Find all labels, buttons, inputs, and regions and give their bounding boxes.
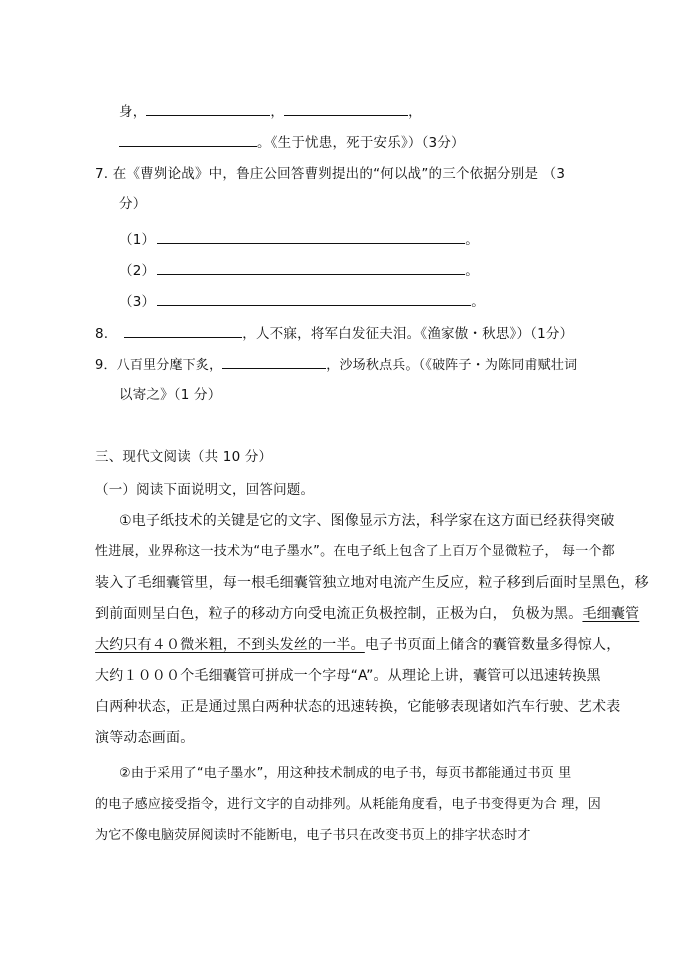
q8-line bbox=[95, 323, 573, 343]
q8-num: 8. bbox=[95, 326, 109, 342]
passage-underlined-2: 大约只有４０微米粗，不到头发丝的一半。 bbox=[95, 637, 365, 653]
passage-p1-line-3: 装入了毛细囊管里，每一根毛细囊管独立地对电流产生反应，粒子移到后面时呈黑色，移 bbox=[95, 575, 649, 591]
q7-line-2: 分） bbox=[119, 196, 147, 212]
passage-p1-line-4 bbox=[95, 605, 639, 623]
q9-text-start: 9．八百里分麾下炙， bbox=[95, 358, 223, 373]
q8-text: ，人不寐，将军白发征夫泪。《渔家傲・秋思》）（1分） bbox=[242, 326, 574, 342]
q6-text-close: 。《生于忧患，死于安乐》）（3分） bbox=[257, 135, 465, 151]
q7-item-2-blank[interactable] bbox=[157, 260, 465, 275]
q8-blank[interactable] bbox=[124, 323, 242, 338]
q9-text-end: ，沙场秋点兵。（《破阵子・为陈同甫赋壮词 bbox=[326, 358, 578, 373]
q9-blank[interactable] bbox=[222, 354, 326, 369]
passage-p1-line-2: 性进展，业界称这一技术为“电子墨水”。在电子纸上包含了上百万个显微粒子， 每一个都 bbox=[95, 544, 615, 559]
q9-line-2: 以寄之》（1 分） bbox=[119, 387, 222, 403]
q7-item-1-end: 。 bbox=[465, 232, 479, 248]
q6-text-end: ， bbox=[408, 104, 422, 120]
q6-line-2 bbox=[119, 132, 465, 152]
passage-p1-line-4-text: 到前面则呈白色，粒子的移动方向受电流正负极控制，正极为白， 负极为黑。 bbox=[95, 606, 583, 622]
section-heading: 三、现代文阅读（共 10 分） bbox=[95, 449, 273, 465]
q7-item-2 bbox=[119, 260, 479, 280]
q6-text-mid: ， bbox=[270, 104, 285, 120]
passage-p2-line-2: 的电子感应接受指令，进行文字的自动排列。从耗能角度看，电子书变得更为合 理，因 bbox=[95, 797, 601, 812]
passage-p1-line-8: 演等动态画面。 bbox=[95, 730, 195, 746]
section-subheading: （一）阅读下面说明文，回答问题。 bbox=[95, 482, 315, 498]
passage-p1-line-1: ①电子纸技术的关键是它的文字、图像显示方法，科学家在这方面已经获得突破 bbox=[119, 513, 615, 529]
passage-p2-line-1: ②由于采用了“电子墨水”，用这种技术制成的电子书，每页书都能通过书页 里 bbox=[119, 766, 572, 781]
q6-text-start: 身， bbox=[119, 104, 147, 120]
passage-p1-line-6: 大约１０００个毛细囊管可拼成一个字母“A”。从理论上讲，囊管可以迅速转换黑 bbox=[95, 668, 601, 684]
q6-line-1 bbox=[119, 101, 422, 121]
q7-item-3-num: （3） bbox=[119, 294, 156, 310]
q7-item-1-num: （1） bbox=[119, 232, 156, 248]
q6-blank-3[interactable] bbox=[119, 132, 257, 147]
passage-p2-line-3: 为它不像电脑荧屏阅读时不能断电，电子书只在改变书页上的排字状态时才 bbox=[95, 828, 531, 843]
q7-item-1-blank[interactable] bbox=[157, 229, 465, 244]
q7-item-2-end: 。 bbox=[465, 263, 479, 279]
passage-underlined-1: 毛细囊管 bbox=[582, 606, 640, 622]
q6-blank-2[interactable] bbox=[284, 101, 408, 116]
passage-p1-line-5-text: 电子书页面上储含的囊管数量多得惊人， bbox=[364, 637, 621, 653]
q7-item-1 bbox=[119, 229, 479, 249]
passage-p1-line-7: 白两种状态，正是通过黑白两种状态的迅速转换，它能够表现诸如汽车行驶、艺术表 bbox=[95, 699, 621, 715]
q9-line-1 bbox=[95, 354, 577, 375]
q7-item-3-blank[interactable] bbox=[157, 291, 471, 306]
q6-blank-1[interactable] bbox=[146, 101, 270, 116]
q7-item-2-num: （2） bbox=[119, 263, 156, 279]
passage-p1-line-5 bbox=[95, 636, 620, 654]
q7-item-3 bbox=[119, 291, 485, 311]
q7-line-1: 7. 在《曹刿论战》中，鲁庄公回答曹刿提出的“何以战”的三个依据分别是 （3 bbox=[95, 166, 566, 182]
q7-item-3-end: 。 bbox=[471, 294, 485, 310]
